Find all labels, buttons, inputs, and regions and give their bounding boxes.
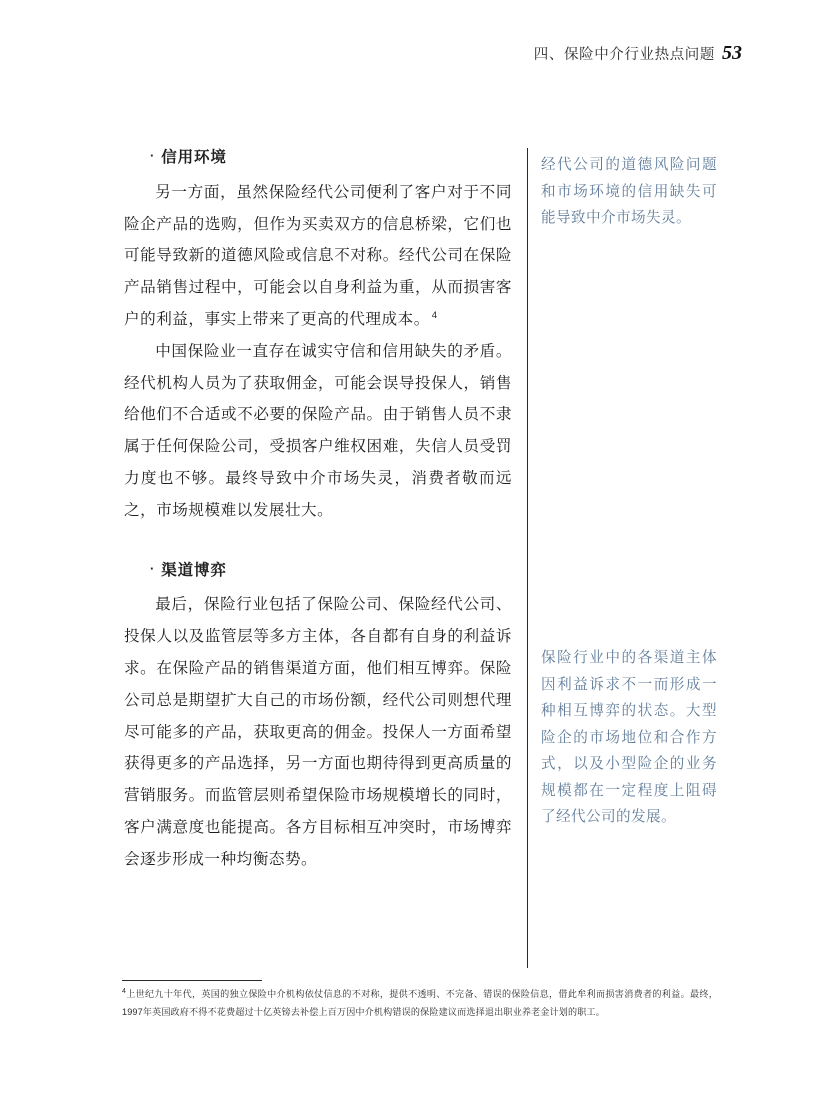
- bullet-icon: ·: [150, 560, 156, 576]
- section-heading-label: 渠道博弈: [161, 561, 227, 579]
- margin-note: 保险行业中的各渠道主体因利益诉求不一而形成一种相互博弈的状态。大型险企的市场地位和合作方式，以及小型险企的业务规模都在一定程度上阻碍了经代公司的发展。: [541, 650, 717, 826]
- footnote-separator-rule: [122, 980, 262, 981]
- paragraph: [124, 177, 512, 336]
- page-number: 53: [722, 42, 742, 64]
- body-text-column: [124, 146, 512, 876]
- margin-note: 经代公司的道德风险问题和市场环境的信用缺失可能导致中介市场失灵。: [541, 157, 717, 227]
- section-heading-channel-game: [150, 559, 512, 584]
- footnote-block: [122, 980, 718, 1021]
- footnote-body: 上世纪九十年代，英国的独立保险中介机构依仗信息的不对称，提供不透明、不完备、错误的保险信息，借此牟利而损害消费者的利益。最终，1997年英国政府不得不花费超过十亿英镑去补偿上百万因中介机构错误的保险建议而选择退出职业养老金计划的职工。: [122, 989, 718, 1017]
- section-heading-label: 信用环境: [161, 149, 227, 166]
- running-head: [534, 42, 742, 65]
- bullet-icon: ·: [150, 148, 156, 163]
- paragraph: 最后，保险行业包括了保险公司、保险经代公司、投保人以及监管层等多方主体，各自都有自身的利益诉求。在保险产品的销售渠道方面，他们相互博弈。保险公司总是期望扩大自己的市场份额，经代公司则想代理尽可能多的产品，获取更高的佣金。投保人一方面希望获得更多的产品选择，另一方面也期待得到更高质量的营销服务。而监管层则希望保险市场规模增长的同时，客户满意度也能提高。各方目标相互冲突时，市场博弈会逐步形成一种均衡态势。: [124, 596, 512, 868]
- margin-divider-rule: [527, 148, 528, 968]
- footnote-text: [122, 986, 718, 1021]
- section-spacer: [124, 527, 512, 559]
- chapter-title: 四、保险中介行业热点问题: [533, 47, 715, 63]
- paragraph: 中国保险业一直存在诚实守信和信用缺失的矛盾。经代机构人员为了获取佣金，可能会误导投保人，销售给他们不合适或不必要的保险产品。由于销售人员不隶属于任何保险公司，受损客户维权困难，失信人员受罚力度也不够。最终导致中介市场失灵，消费者敬而远之，市场规模难以发展壮大。: [124, 342, 512, 519]
- section-heading-credit-environment: [150, 146, 512, 171]
- footnote-reference[interactable]: 4: [431, 309, 438, 321]
- footnote-marker: 4: [122, 987, 127, 995]
- paragraph-text: 另一方面，虽然保险经代公司便利了客户对于不同险企产品的选购，但作为买卖双方的信息桥梁，它们也可能导致新的道德风险或信息不对称。经代公司在保险产品销售过程中，可能会以自身利益为重，从而损害客户的利益，事实上带来了更高的代理成本。: [124, 183, 512, 328]
